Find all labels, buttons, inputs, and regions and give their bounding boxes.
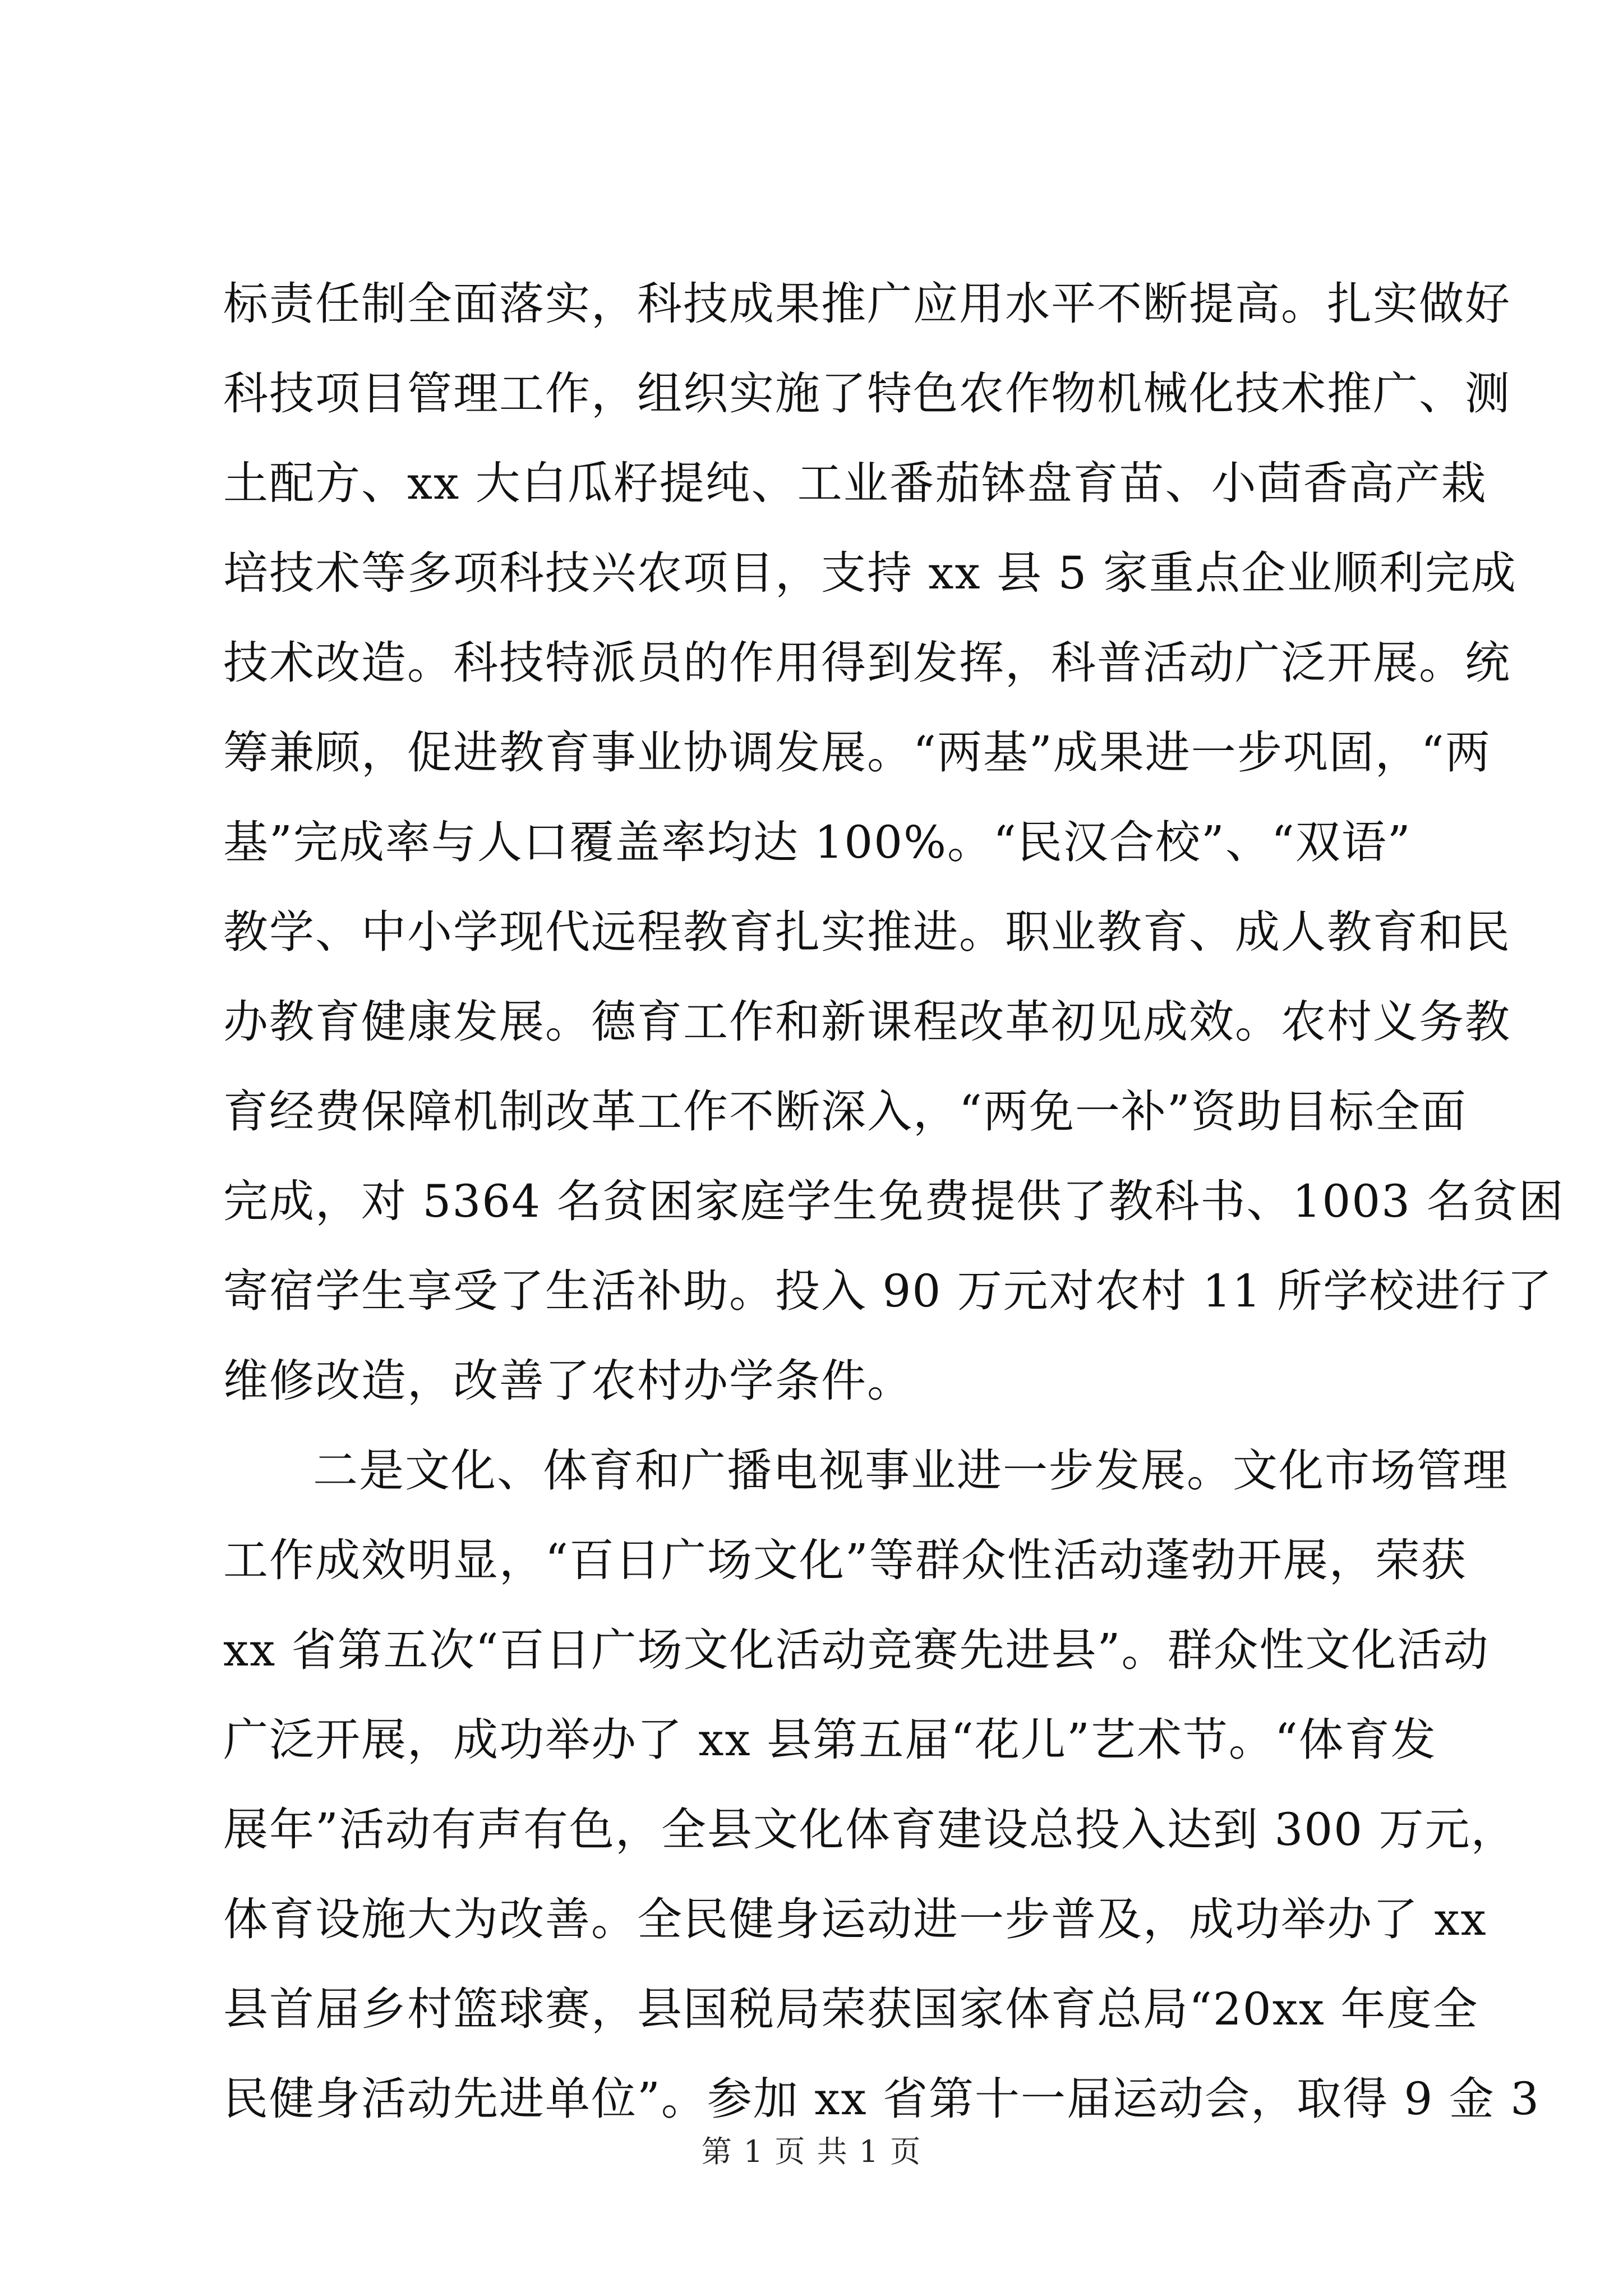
text-line: 县首届乡村篮球赛，县国税局荣获国家体育总局“20xx 年度全: [223, 1983, 1479, 2035]
text-line: 科技项目管理工作，组织实施了特色农作物机械化技术推广、测: [223, 367, 1511, 420]
text-line: 技术改造。科技特派员的作用得到发挥，科普活动广泛开展。统: [223, 637, 1511, 689]
text-line: 展年”活动有声有色，全县文化体育建设总投入达到 300 万元，: [223, 1803, 1517, 1856]
text-line: 广泛开展，成功举办了 xx 县第五届“花儿”艺术节。“体育发: [223, 1714, 1437, 1766]
text-line: 基”完成率与人口覆盖率均达 100%。“民汉合校”、“双语”: [223, 816, 1412, 868]
text-line: 筹兼顾，促进教育事业协调发展。“两基”成果进一步巩固，“两: [223, 726, 1491, 779]
text-line: 土配方、xx 大白瓜籽提纯、工业番茄钵盘育苗、小茴香高产栽: [223, 457, 1487, 509]
text-line: 完成，对 5364 名贫困家庭学生免费提供了教科书、1003 名贫困: [223, 1175, 1565, 1227]
paragraph-start-line: 二是文化、体育和广播电视事业进一步发展。文化市场管理: [313, 1444, 1509, 1497]
text-line: 维修改造，改善了农村办学条件。: [223, 1355, 913, 1407]
text-line: 工作成效明显，“百日广场文化”等群众性活动蓬勃开展，荣获: [223, 1534, 1467, 1586]
text-line: 教学、中小学现代远程教育扎实推进。职业教育、成人教育和民: [223, 906, 1511, 958]
text-line: 办教育健康发展。德育工作和新课程改革初见成效。农村义务教: [223, 996, 1511, 1048]
text-line: xx 省第五次“百日广场文化活动竞赛先进县”。群众性文化活动: [223, 1624, 1490, 1676]
text-line: 体育设施大为改善。全民健身运动进一步普及，成功举办了 xx: [223, 1893, 1487, 1945]
text-line: 培技术等多项科技兴农项目，支持 xx 县 5 家重点企业顺利完成: [223, 547, 1517, 599]
body-text: [223, 259, 1565, 2144]
page-number-label: 第 1 页 共 1 页: [701, 2134, 922, 2169]
text-line: 标责任制全面落实，科技成果推广应用水平不断提高。扎实做好: [223, 278, 1511, 330]
text-line: 寄宿学生享受了生活补助。投入 90 万元对农村 11 所学校进行了: [223, 1265, 1553, 1317]
text-line: 民健身活动先进单位”。参加 xx 省第十一届运动会，取得 9 金 3: [223, 2073, 1541, 2125]
text-line: 育经费保障机制改革工作不断深入，“两免一补”资助目标全面: [223, 1085, 1467, 1138]
page-footer: [0, 2129, 1623, 2174]
